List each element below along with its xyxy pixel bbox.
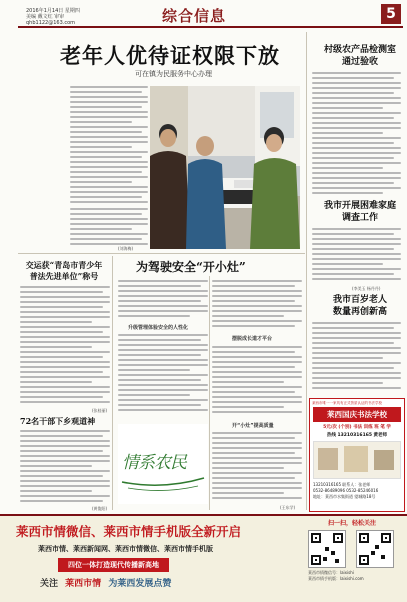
left-body-2: [20, 430, 110, 508]
right-byline-2: (李美玉 杨丹丹): [352, 286, 381, 291]
banner-slogan: 四位一体打造现代传播新高地: [58, 558, 169, 572]
ad-hotline: 热线 13210316165 黄老师: [326, 433, 388, 438]
banner-platforms: 莱西市情、莱西新闻网、莱西市情微信、莱西市情手机版: [38, 545, 213, 553]
qr-footer: 莱西市情微信号：laixishi 莱西市情手机版：laixishi.com: [308, 570, 364, 581]
center-sub-2: 摆脱成长道才平台: [232, 336, 273, 342]
center-body-3: [212, 280, 302, 332]
left-body-1: [20, 286, 110, 408]
date-line: 2016年1月14日 星期四 美编 戴文红 审审 qhb1122@163.com: [26, 8, 80, 26]
ad-contact: 13210316165 联系人：张老师: [313, 482, 371, 487]
center-byline: (王东学): [280, 505, 296, 510]
ad-phone: 0532-86489096 0532-85246016: [313, 488, 379, 493]
right-headline-3: 我市百岁老人 数量再创新高: [332, 295, 387, 317]
qr-caption: 扫一扫，轻松关注: [327, 520, 376, 527]
banner-headline: 莱西市情微信、莱西市情手机版全新开启: [16, 524, 242, 539]
left-headline-1: 交运获“青岛市青少年 普法先进单位”称号: [25, 260, 103, 281]
ad-image: [313, 441, 401, 479]
ad-box: [309, 398, 405, 512]
center-body-1: [118, 280, 208, 320]
center-body-2: [118, 334, 208, 418]
lead-body-text: [70, 86, 148, 206]
left-divider: [112, 256, 113, 510]
left-headline-2: 72名干部下乡观道神: [20, 416, 96, 426]
masthead-rule: [18, 26, 403, 28]
qr-code-wechat[interactable]: [308, 530, 346, 568]
bottom-banner: [0, 514, 407, 602]
left-byline-1: (张桂丽): [92, 408, 108, 413]
lead-body-text-2: [70, 208, 148, 250]
right-body-3: [312, 322, 401, 396]
banner-attention: 关注 莱西市情 为莱西发展点赞: [40, 579, 172, 589]
lead-byline: (刘海梅): [118, 246, 134, 251]
center-headline: 为驾驶安全“开小灶”: [136, 260, 246, 274]
ad-subtitle: 5元/次 (个别) 书法 训练 班 笔 学: [323, 425, 391, 430]
qr-area: [302, 518, 402, 598]
column-divider: [306, 32, 307, 510]
right-body-1: [312, 72, 401, 198]
ad-address: 地址：莱西市水集街道 望城路18号: [313, 494, 376, 499]
calligraphy-text: 情系农民: [122, 453, 186, 473]
section-title: 综合信息: [162, 7, 227, 25]
lead-headline: 老年人优待证权限下放: [60, 43, 280, 68]
qr-code-mobile[interactable]: [356, 530, 394, 568]
left-byline-2: (黄俊阳): [92, 506, 108, 511]
section-divider: [18, 253, 305, 254]
ad-top-line: 莱西市唯一一家具有正式资质认证的书法学校: [312, 401, 382, 405]
lead-subheadline: 可在镇为民服务中心办理: [135, 70, 212, 78]
center-body-5: [212, 432, 302, 506]
center-sub-1-left: 升级管理体验安全的人性化: [128, 325, 189, 331]
lead-photo: [150, 86, 300, 249]
ad-title: 莱西国庆书法学校: [313, 407, 401, 422]
center-body-4: [212, 346, 302, 420]
center-sub-3: 开“小灶”提高质量: [232, 423, 274, 429]
right-headline-2: 我市开展困难家庭 调查工作: [323, 201, 396, 223]
center-divider: [209, 276, 210, 510]
calligraphy-block: [118, 424, 208, 504]
page-number: 5: [381, 4, 401, 24]
right-headline-1: 村级农产品检测室 通过验收: [323, 45, 396, 67]
right-body-2: [312, 228, 401, 286]
